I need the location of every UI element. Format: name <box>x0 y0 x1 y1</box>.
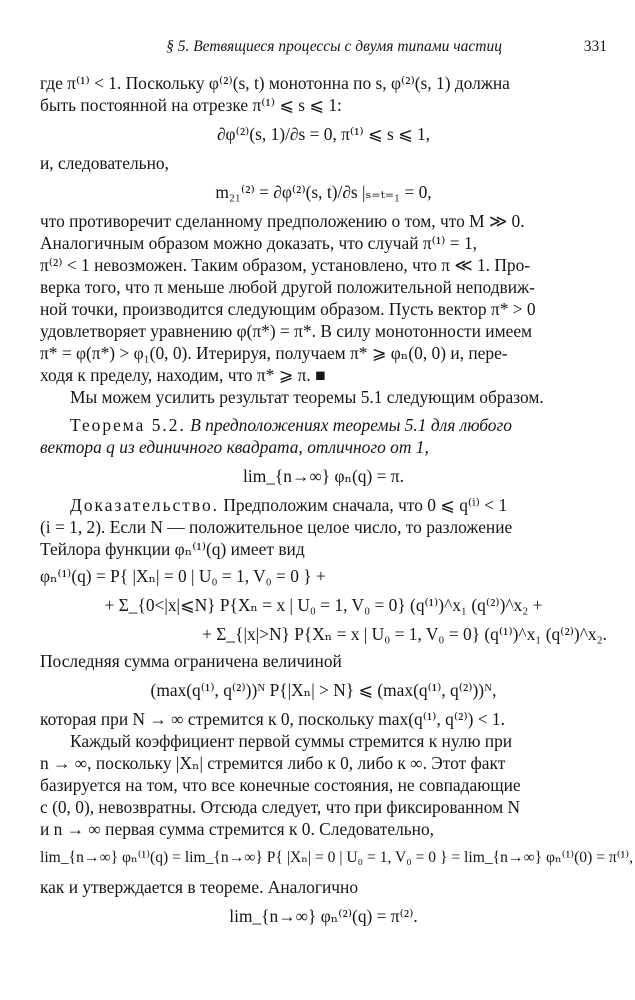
text-line: ходя к пределу, находим, что π* ⩾ π. ■ <box>40 365 326 385</box>
theorem-heading: Теорема 5.2. <box>70 415 186 435</box>
text-line: которая при N → ∞ стремится к 0, поскольку max(q⁽¹⁾, q⁽²⁾) < 1. <box>40 709 505 729</box>
text-line: как и утверждается в теореме. Аналогично <box>40 877 359 897</box>
theorem-text: вектора q из единичного квадрата, отличного от 1, <box>40 437 429 457</box>
text-line: с (0, 0), невозвратны. Отсюда следует, что при фиксированном N <box>40 797 521 817</box>
text-line: ной точки, производится следующим образом. Пусть вектор π* > 0 <box>40 299 536 319</box>
equation-4c: + Σ_{|x|>N} P{Xₙ = x | U₀ = 1, V₀ = 0} (q⁽¹⁾)^x₁ (q⁽²⁾)^x₂. <box>202 624 607 644</box>
running-title: § 5. Ветвящиеся процессы с двумя типами частиц <box>166 38 502 55</box>
page-number: 331 <box>583 38 607 55</box>
text-line: Каждый коэффициент первой суммы стремится к нулю при <box>70 731 513 751</box>
text-line: n → ∞, поскольку |Xₙ| стремится либо к 0, либо к ∞. Этот факт <box>40 753 506 773</box>
equation-5: (max(q⁽¹⁾, q⁽²⁾))ᴺ P{|Xₙ| > N} ⩽ (max(q⁽¹⁾, q⁽²⁾))ᴺ, <box>150 680 497 700</box>
proof-text: Предположим сначала, что 0 ⩽ q⁽ⁱ⁾ < 1 <box>223 495 508 515</box>
text-line: где π⁽¹⁾ < 1. Поскольку φ⁽²⁾(s, t) монотонна по s, φ⁽²⁾(s, 1) должна <box>40 73 510 93</box>
equation-2: m₂₁⁽²⁾ = ∂φ⁽²⁾(s, t)/∂s |ₛ₌ₜ₌₁ = 0, <box>215 182 432 202</box>
text-line: и, следовательно, <box>40 153 169 173</box>
page-body <box>40 72 633 927</box>
text-line: базируется на том, что все конечные состояния, не совпадающие <box>40 775 521 795</box>
theorem-line <box>40 414 607 436</box>
equation-1: ∂φ⁽²⁾(s, 1)/∂s = 0, π⁽¹⁾ ⩽ s ⩽ 1, <box>216 124 431 144</box>
text-line: Тейлора функции φₙ⁽¹⁾(q) имеет вид <box>40 539 305 559</box>
equation-4a: φₙ⁽¹⁾(q) = P{ |Xₙ| = 0 | U₀ = 1, V₀ = 0 } + <box>40 566 326 586</box>
equation-7: lim_{n→∞} φₙ⁽²⁾(q) = π⁽²⁾. <box>229 906 418 926</box>
text-line: Аналогичным образом можно доказать, что случай π⁽¹⁾ = 1, <box>40 233 477 253</box>
text-line: что противоречит сделанному предположению о том, что M ≫ 0. <box>40 211 525 231</box>
text-line: (i = 1, 2). Если N — положительное целое число, то разложение <box>40 517 513 537</box>
proof-heading: Доказательство. <box>70 495 219 515</box>
proof-line <box>40 494 607 516</box>
text-line: верка того, что π меньше любой другой положительной неподвиж- <box>40 277 535 297</box>
text-line: удовлетворяет уравнению φ(π*) = π*. В силу монотонности имеем <box>40 321 533 341</box>
running-header <box>40 38 607 64</box>
text-line: и n → ∞ первая сумма стремится к 0. Следовательно, <box>40 819 435 839</box>
equation-3: lim_{n→∞} φₙ(q) = π. <box>243 466 404 486</box>
theorem-text: В предположениях теоремы 5.1 для любого <box>190 415 512 435</box>
text-line: быть постоянной на отрезке π⁽¹⁾ ⩽ s ⩽ 1: <box>40 95 342 115</box>
text-line: Последняя сумма ограничена величиной <box>40 651 342 671</box>
text-line: π⁽²⁾ < 1 невозможен. Таким образом, установлено, что π ≪ 1. Про- <box>40 255 531 275</box>
text-line: Мы можем усилить результат теоремы 5.1 следующим образом. <box>70 387 544 407</box>
equation-4b: + Σ_{0<|x|⩽N} P{Xₙ = x | U₀ = 1, V₀ = 0} (q⁽¹⁾)^x₁ (q⁽²⁾)^x₂ + <box>104 595 543 615</box>
equation-6: lim_{n→∞} φₙ⁽¹⁾(q) = lim_{n→∞} P{ |Xₙ| = 0 | U₀ = 1, V₀ = 0 } = lim_{n→∞} φₙ⁽¹⁾(0) = π⁽¹⁾, <box>40 849 633 866</box>
text-line: π* = φ(π*) > φ₁(0, 0). Итерируя, получаем π* ⩾ φₙ(0, 0) и, пере- <box>40 343 508 363</box>
